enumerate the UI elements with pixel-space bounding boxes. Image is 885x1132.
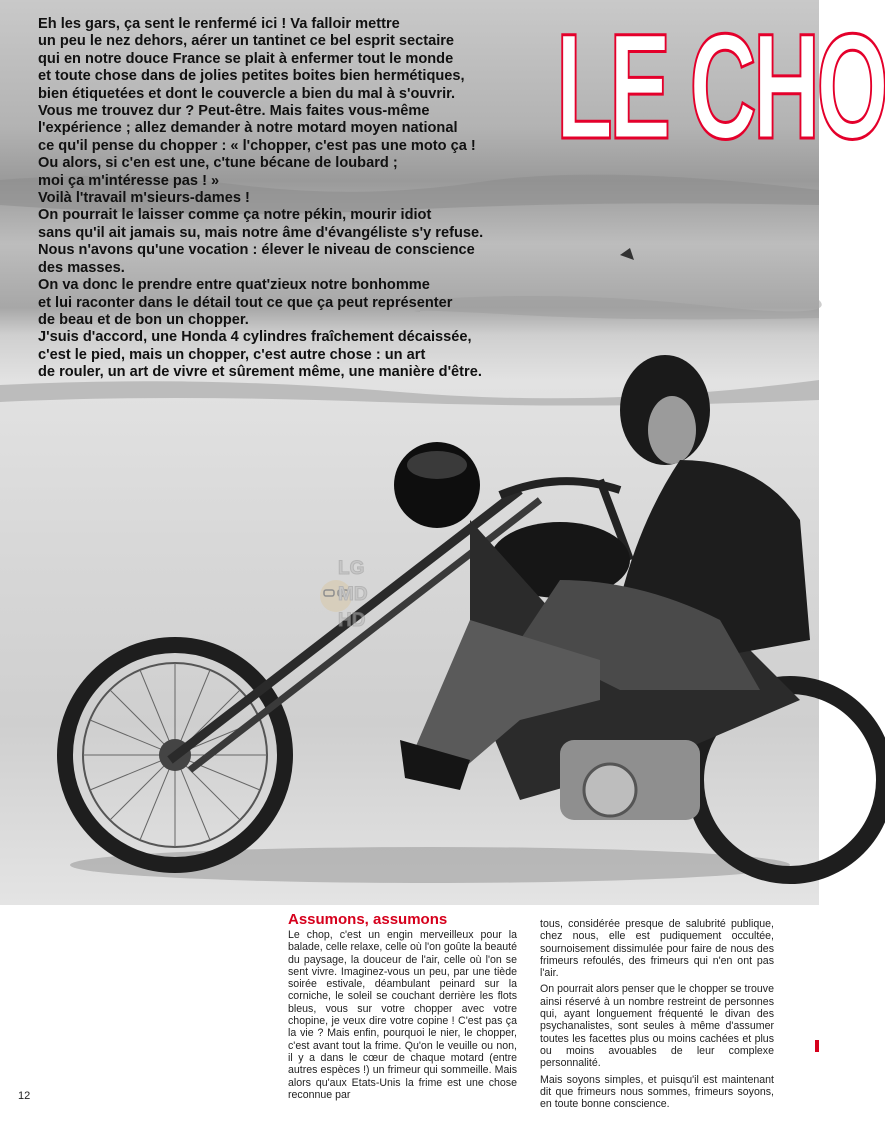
- intro-line: un peu le nez dehors, aérer un tantinet ce bel esprit sectaire: [38, 33, 455, 50]
- intro-line: qui en notre douce France se plait à enfermer tout le monde: [38, 50, 454, 67]
- intro-line: des masses.: [38, 259, 125, 276]
- intro-text: [38, 16, 548, 382]
- article-column-1: [288, 929, 517, 1105]
- intro-line: et toute chose dans de jolies petites boites bien hermétiques,: [38, 68, 465, 85]
- watermark: [318, 556, 388, 638]
- intro-line: ce qu'il pense du chopper : « l'chopper, c'est pas une moto ça !: [38, 137, 476, 154]
- article-paragraph: Le chop, c'est un engin merveilleux pour la balade, celle relaxe, celle où l'on goûte la beauté du paysage, la douceur de l'air, celle où l'on se sent vivre. Imaginez-vous un peu, par une tiède soirée estivale, déambulant peinard sur la corniche, le soleil se couchant derrière les flots bleus, vous sur votre chopper avec votre chopine, je veux dire votre copine ! C'est pas ça la vie ? Mais enfin, pourquoi le nier, le chopper, c'est avant tout la frime. Qu'on le veuille ou non, il y a dans le cœur de chaque motard (entre autres espèces !) un frimeur qui sommeille. Mais alors qu'aux Etats-Unis la frime est une chose reconnue par: [288, 929, 517, 1101]
- intro-line: J'suis d'accord, une Honda 4 cylindres fraîchement décaissée,: [38, 329, 472, 346]
- watermark-text: MD: [338, 584, 368, 605]
- page-number: 12: [18, 1090, 31, 1102]
- intro-line: moi ça m'intéresse pas ! »: [38, 172, 220, 189]
- intro-line: Ou alors, si c'en est une, c'tune bécane de loubard ;: [38, 155, 398, 172]
- intro-line: de rouler, un art de vivre et sûrement même, une manière d'être.: [38, 364, 482, 381]
- article-paragraph: On pourrait alors penser que le chopper se trouve ainsi réservé à un nombre restreint de personnes qui, ayant longuement fréquenté le divan des psychanalistes, sont seules à même d'assumer toutes les facettes plus ou moins cachées et plus ou moins avouables de leur complexe personnalité.: [540, 983, 774, 1070]
- page-title-text: LE CHO: [556, 2, 885, 170]
- article-paragraph: Mais soyons simples, et puisqu'il est maintenant dit que frimeurs nous sommes, frimeurs soyons, en toute bonne conscience.: [540, 1073, 774, 1111]
- edge-mark: [815, 1040, 819, 1052]
- intro-line: Eh les gars, ça sent le renfermé ici ! Va falloir mettre: [38, 16, 400, 32]
- intro-line: Voilà l'travail m'sieurs-dames !: [38, 190, 250, 207]
- page-title: [556, 2, 885, 170]
- intro-line: On pourrait le laisser comme ça notre pékin, mourir idiot: [38, 207, 432, 224]
- intro-line: de beau et de bon un chopper.: [38, 311, 249, 328]
- article-paragraph: tous, considérée presque de salubrité publique, chez nous, elle est pudiquement occultée, sournoisement dissimulée pour faire de nous des frimeurs refoulés, des frimeurs qui n'en ont pas l'air.: [540, 918, 774, 980]
- intro-line: et lui raconter dans le détail tout ce que ça peut représenter: [38, 294, 453, 311]
- article-column-2: [540, 918, 774, 1114]
- intro-line: bien étiquetées et dont le couvercle a bien du mal à s'ouvrir.: [38, 85, 456, 102]
- intro-line: c'est le pied, mais un chopper, c'est autre chose : un art: [38, 346, 426, 363]
- watermark-text: LG: [338, 558, 365, 579]
- watermark-text: HD: [338, 610, 366, 631]
- intro-line: Vous me trouvez dur ? Peut-être. Mais faites vous-même: [38, 103, 430, 120]
- intro-line: sans qu'il ait jamais su, mais notre âme d'évangéliste s'y refuse.: [38, 224, 484, 241]
- intro-line: Nous n'avons qu'une vocation : élever le niveau de conscience: [38, 242, 475, 259]
- article-heading: Assumons, assumons: [288, 911, 448, 928]
- intro-line: On va donc le prendre entre quat'zieux notre bonhomme: [38, 277, 430, 294]
- intro-line: l'expérience ; allez demander à notre motard moyen national: [38, 120, 458, 137]
